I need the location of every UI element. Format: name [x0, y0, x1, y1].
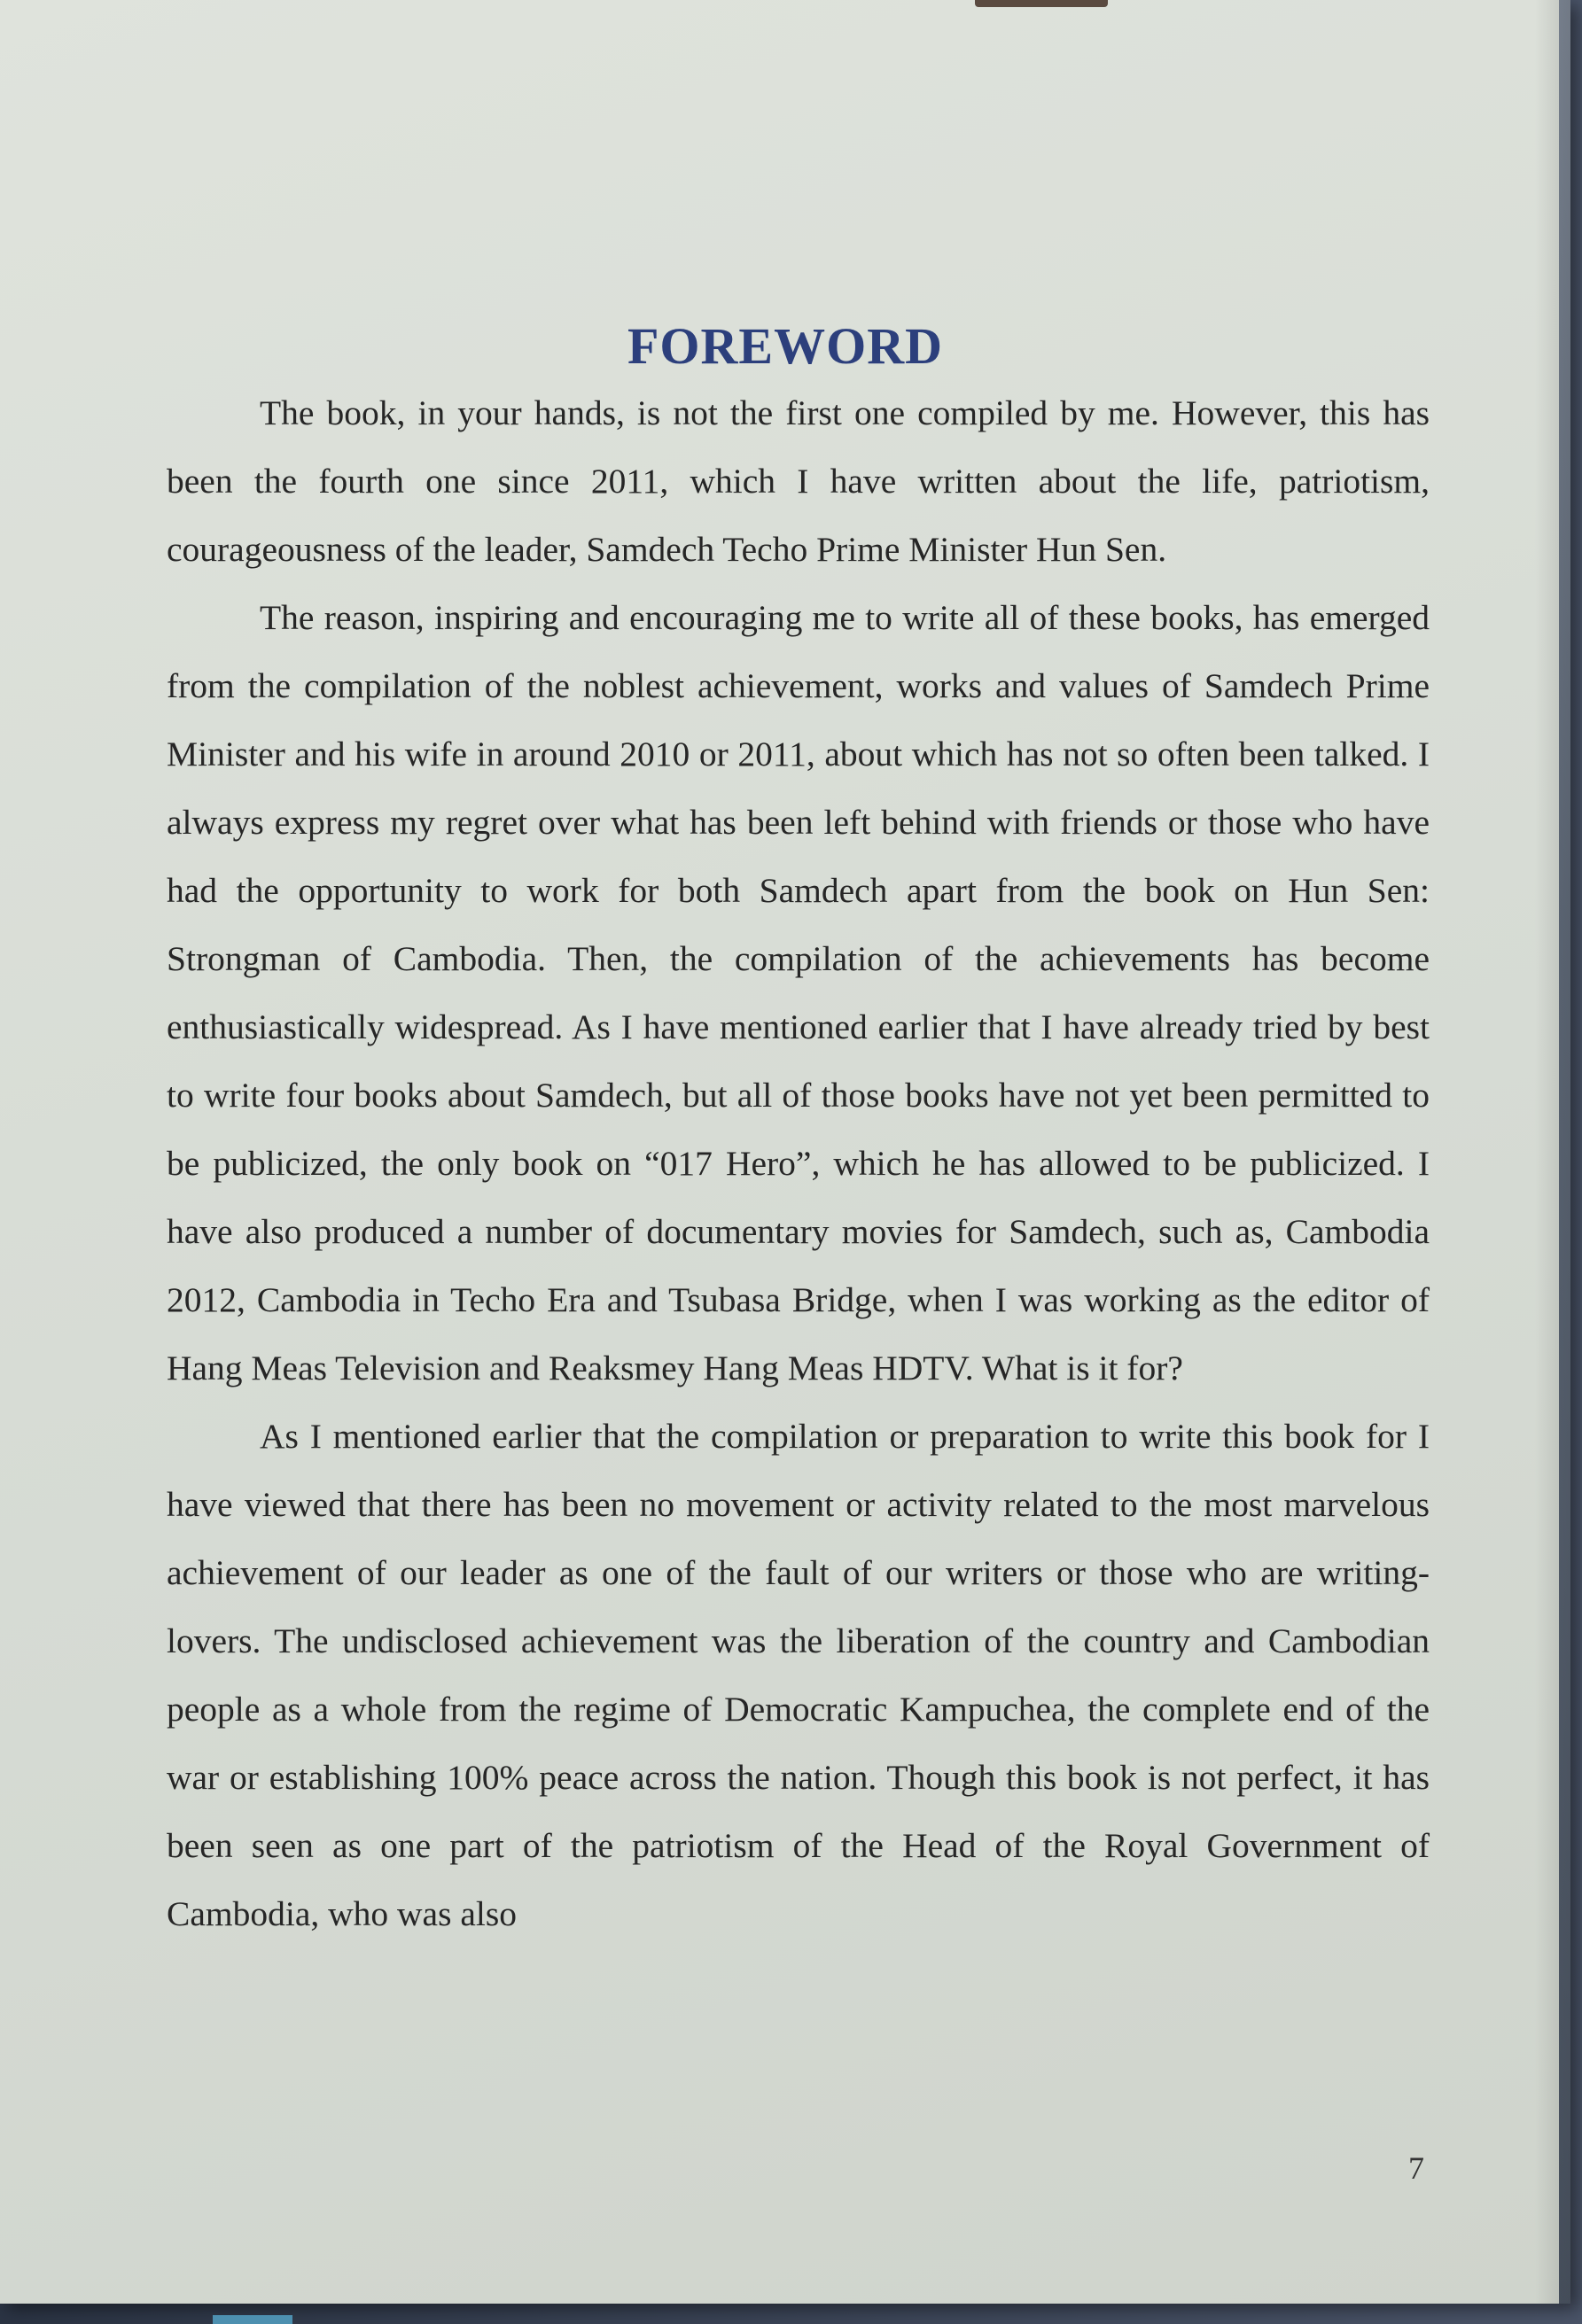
page-number: 7	[1408, 2150, 1424, 2186]
top-edge-object	[975, 0, 1108, 7]
paragraph-2: The reason, inspiring and encouraging me to write all of these books, has emerged from the compilation of the noblest achievement, works and values of Samdech Prime Minister and his wife in around 2010 or 2011, about which has not so often been talked. I always express my regret over what has been left behind with friends or those who have had the opportunity to work for both Samdech apart from the book on Hun Sen: Strongman of Cambodia. Then, the compilation of the achievements has become enthusiastically widespread. As I have mentioned earlier that I have already tried by best to write four books about Samdech, but all of those books have not yet been permitted to be publicized, the only book on “017 Hero”, which he has allowed to be publicized. I have also produced a number of documentary movies for Samdech, such as, Cambodia 2012, Cambodia in Techo Era and Tsubasa Bridge, when I was working as the editor of Hang Meas Television and Reaksmey Hang Meas HDTV. What is it for?	[167, 598, 1430, 1387]
bottom-tab-marker	[213, 2315, 292, 2324]
paragraph-1: The book, in your hands, is not the first one compiled by me. However, this has been the fourth one since 2011, which I have written about the life, patriotism, courageousness of the leader, Samdech Techo Prime Minister Hun Sen.	[167, 393, 1430, 569]
page-heading: FOREWORD	[627, 316, 943, 375]
body-text	[167, 379, 1430, 1948]
book-cover-edge	[1559, 0, 1570, 2304]
paragraph-3: As I mentioned earlier that the compilation or preparation to write this book for I have viewed that there has been no movement or activity related to the most marvelous achievement of our leader as one of the fault of our writers or those who are writing-lovers. The undisclosed achievement was the liberation of the country and Cambodian people as a whole from the regime of Democratic Kampuchea, the complete end of the war or establishing 100% peace across the nation. Though this book is not perfect, it has been seen as one part of the patriotism of the Head of the Royal Government of Cambodia, who was also	[167, 1417, 1430, 1933]
